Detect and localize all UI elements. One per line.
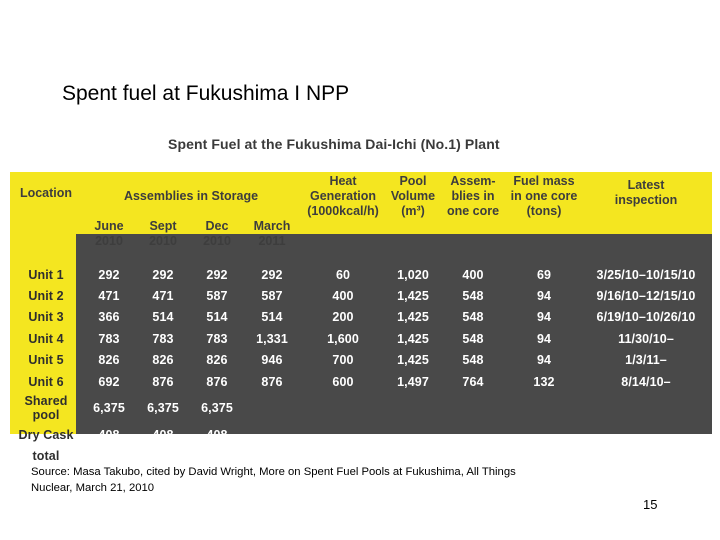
table-cell: 10,213 xyxy=(89,449,129,464)
table-cell: 876 xyxy=(152,374,174,389)
table-row xyxy=(10,285,710,306)
spent-fuel-table xyxy=(10,172,710,467)
row-location-label: Unit 1 xyxy=(28,267,64,282)
table-cell: 587 xyxy=(261,289,283,304)
table-cell: 783 xyxy=(98,331,120,346)
table-cell xyxy=(300,392,386,424)
table-cell: 400 xyxy=(462,267,484,282)
table-cell: 6,375 xyxy=(201,401,233,416)
group-header: Assemblies in Storage xyxy=(123,189,259,203)
table-row xyxy=(10,307,710,328)
table-cell: 587 xyxy=(206,289,228,304)
table-header-row xyxy=(10,172,710,264)
column-header: June 2010 xyxy=(94,219,124,248)
table-row xyxy=(10,264,710,285)
table-cell: 514 xyxy=(261,310,283,325)
column-header: Sept 2010 xyxy=(149,219,177,248)
table-cell: 292 xyxy=(98,267,120,282)
table-cell xyxy=(244,424,300,445)
table-cell: 1,331 xyxy=(256,331,288,346)
table-cell xyxy=(244,392,300,424)
column-header: Dec 2010 xyxy=(203,219,231,248)
table-cell: 1,020 xyxy=(397,267,429,282)
table-cell xyxy=(582,424,710,445)
table-cell xyxy=(440,424,506,445)
table-cell: 132 xyxy=(533,374,555,389)
table-cell xyxy=(440,392,506,424)
table-cell: 548 xyxy=(462,331,484,346)
table-cell: 826 xyxy=(206,353,228,368)
table-cell: 94 xyxy=(536,331,552,346)
table-cell: 10,661 xyxy=(197,449,237,464)
table-cell: 200 xyxy=(332,310,354,325)
table-cell: 876 xyxy=(206,374,228,389)
table-cell xyxy=(386,392,440,424)
table-cell xyxy=(582,446,710,467)
spent-fuel-table-figure xyxy=(8,126,712,464)
column-header: March 2011 xyxy=(253,219,291,248)
table-cell: 692 xyxy=(98,374,120,389)
column-header: Latest inspection xyxy=(614,178,678,207)
table-cell: 3/25/10–10/15/10 xyxy=(596,267,696,282)
table-cell xyxy=(506,392,582,424)
column-header: Heat Generation (1000kcal/h) xyxy=(307,174,379,218)
table-cell: 10,545 xyxy=(143,449,183,464)
table-cell: 94 xyxy=(536,353,552,368)
row-location-label: Unit 4 xyxy=(28,331,64,346)
table-cell: 366 xyxy=(98,310,120,325)
row-location-label: Unit 5 xyxy=(28,353,64,368)
table-cell: 94 xyxy=(536,310,552,325)
table-cell: 946 xyxy=(261,353,283,368)
table-cell: 783 xyxy=(206,331,228,346)
table-cell: 1/3/11– xyxy=(625,353,667,368)
table-cell: 471 xyxy=(152,289,174,304)
table-cell: 1,425 xyxy=(397,289,429,304)
table-cell xyxy=(582,392,710,424)
table-cell: 292 xyxy=(261,267,283,282)
table-cell: 8/14/10– xyxy=(621,374,671,389)
column-header: Assem- blies in one core xyxy=(446,174,500,218)
column-header: Fuel mass in one core (tons) xyxy=(510,174,578,218)
column-header: Location xyxy=(19,186,73,200)
table-cell: 94 xyxy=(536,289,552,304)
table-cell: 700 xyxy=(332,353,354,368)
table-cell: 1,497 xyxy=(397,374,429,389)
row-location-label: Dry Cask xyxy=(18,428,74,443)
table-body xyxy=(10,264,710,467)
table-cell: 1,425 xyxy=(397,310,429,325)
table-row xyxy=(10,371,710,392)
row-location-label: Unit 3 xyxy=(28,310,64,325)
column-header: Pool Volume (m³) xyxy=(390,174,436,218)
table-cell: 292 xyxy=(206,267,228,282)
table-cell: 514 xyxy=(206,310,228,325)
table-cell: 400 xyxy=(332,289,354,304)
table-cell: 826 xyxy=(98,353,120,368)
table-cell: 292 xyxy=(152,267,174,282)
group-header-cell xyxy=(82,172,300,264)
table-cell: 408 xyxy=(206,428,228,443)
table-cell: 764 xyxy=(462,374,484,389)
table-cell: 826 xyxy=(152,353,174,368)
table-row xyxy=(10,350,710,371)
page-number: 15 xyxy=(643,497,658,512)
table-cell: 1,425 xyxy=(397,353,429,368)
table-cell: 6,375 xyxy=(147,401,179,416)
table-cell: 11/30/10– xyxy=(618,331,674,346)
table-cell: 548 xyxy=(462,353,484,368)
table-cell xyxy=(300,424,386,445)
row-location-label: Unit 2 xyxy=(28,289,64,304)
slide-title: Spent fuel at Fukushima I NPP xyxy=(62,82,350,105)
table-cell xyxy=(386,424,440,445)
table-row xyxy=(10,424,710,445)
table-cell xyxy=(506,424,582,445)
table-cell: 783 xyxy=(152,331,174,346)
table-cell: 600 xyxy=(332,374,354,389)
row-location-label: Shared pool xyxy=(24,394,68,423)
source-citation: Source: Masa Takubo, cited by David Wright, More on Spent Fuel Pools at Fukushima, All Things Nuclear, March 21, 2010 xyxy=(31,466,516,494)
table-cell: 876 xyxy=(261,374,283,389)
table-cell: 6/19/10–10/26/10 xyxy=(596,310,696,325)
table-row xyxy=(10,328,710,349)
table-cell: 1,600 xyxy=(327,331,359,346)
table-cell: 514 xyxy=(152,310,174,325)
table-cell: 1,425 xyxy=(397,331,429,346)
table-cell: 471 xyxy=(98,289,120,304)
table-cell: 6,375 xyxy=(93,401,125,416)
table-row xyxy=(10,392,710,424)
row-location-label: Unit 6 xyxy=(28,374,64,389)
table-cell: 9/16/10–12/15/10 xyxy=(596,289,696,304)
table-cell: 60 xyxy=(335,267,351,282)
row-location-label: total xyxy=(32,449,60,464)
table-cell: 408 xyxy=(98,428,120,443)
table-cell: 548 xyxy=(462,289,484,304)
figure-title: Spent Fuel at the Fukushima Dai-Ichi (No.1) Plant xyxy=(168,136,500,152)
table-cell: 548 xyxy=(462,310,484,325)
table-cell: 69 xyxy=(536,267,552,282)
table-cell: 408 xyxy=(152,428,174,443)
